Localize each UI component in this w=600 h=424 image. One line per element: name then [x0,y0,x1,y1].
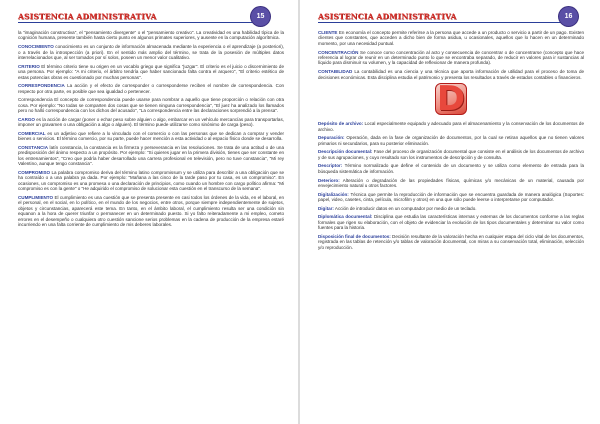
glossary-term: Digitalización: [318,191,349,197]
glossary-entry [318,178,584,189]
glossary-entry [18,64,284,80]
glossary-definition: conocimiento es un conjunto de información almacenada mediante la experiencia o el aprendizaje (a posteriori), o a través de la introspección (a priori). En el sentido más amplio del término, se trata de la posesión de múltiples datos interrelacionados que, al ser tomados por sí solos, poseen un menor valor cualitativo. [18,44,284,60]
left-page-header [18,0,284,30]
glossary-definition: es la acción de cargar (poner o echar peso sobre alguien o algo, embarcar en un vehículo mercancías para transportarlas, imponer un gravamen o una obligación a algo o alguien). El término puede utilizarse como sinónimo de carga (peso). [18,116,284,128]
glossary-definition: La acción y el efecto de corresponder o corresponderse reciben el nombre de correspondencia. Con respecto por otra parte, es posible que sea igualdad o pertenecer. [18,83,284,94]
glossary-definition: Término normalizado que define el contenido de un documento y se utiliza como elemento de entrada para la búsqueda sistemática de información. [318,163,584,174]
glossary-term: CORRESPONDENCIA [18,83,65,89]
glossary-term: Descripción documental: [318,149,373,155]
glossary-term: Depósito de archivo: [318,121,364,127]
page-number-badge: 16 [559,7,578,26]
glossary-entry [18,83,284,94]
glossary-body-bottom [318,121,584,250]
glossary-body-top [318,30,584,80]
glossary-entry [318,149,584,160]
section-letter-wrap [318,79,584,120]
glossary-definition: Alteración o degradación de las propiedades físicas, químicas y/o mecánicas de un material, causada por envejecimiento natural u otros factores. [318,177,584,189]
right-page [300,0,600,424]
section-letter-d: D [436,79,466,120]
glossary-definition: latín constancia, la constancia es la firmeza y perseverancia en las resoluciones. Se trata de una actitud o de una predisposición del ánimo respecto a un propósito. Por ejemplo: "Si quieres jugar en la primera división, tienes que ser constante en los entrenamientos", "Creo que podría haber desarrollado una carrera profesional en televisión, pero no tuve constancia", "Mi rey Valentino, aunque tengo constancia". [18,145,284,167]
glossary-entry [18,145,284,167]
header-rule [18,22,268,23]
running-title: ASISTENCIA ADMINISTRATIVA [18,12,157,21]
glossary-entry [18,195,284,228]
glossary-entry [318,163,584,174]
glossary-entry [18,117,284,128]
glossary-term: CONOCIMIENTO [18,44,54,50]
glossary-term: COMERCIAL [18,130,46,136]
glossary-entry [318,206,584,211]
glossary-entry [318,135,584,146]
glossary-definition: Se conoce como concentración al acto y consecuencia de concentrar o de concentrarse (concepto que hace referencia al lograr de reunir en un determinado punto lo que se encontraba separado, de reducir en valores para ir sustancias al líquido para disminuir su volumen, y la capacidad de reflexionar de manera profunda). [318,49,584,66]
glossary-term: Diplomática documental: [318,214,373,220]
glossary-term: CUMPLIMIENTO [18,195,54,201]
glossary-term: COMPROMISO [18,170,51,176]
glossary-entry [318,234,584,250]
glossary-term: CRITERIO [18,63,40,69]
glossary-entry [18,170,284,192]
glossary-entry [18,131,284,142]
glossary-definition: Local especialmente equipado y adecuado para el almacenamiento y la conservación de los documentos de archivo. [318,121,584,132]
glossary-term: CONSTANCIA [18,145,48,151]
glossary-term: Descriptor: [318,163,343,169]
glossary-body [18,30,284,228]
glossary-term: Disposición final de documentos: [318,233,391,239]
glossary-definition: Operación, dada en la fase de organización de documentos, por la cual se retiran aquellos que no tienen valores primarios ni secundarios, para su posterior eliminación. [318,135,584,146]
glossary-entry [318,121,584,132]
glossary-term: Digitar: [318,205,334,211]
glossary-entry [18,97,284,113]
glossary-definition: El cumplimiento es una cuestión que se presenta presente en casi todos los órdenes de la vida, en el laboral, en el personal, en el social, en lo político, en el mundo de los negocios, entre otros, porque siempre independientemente de sujetos, objetos y circunstancias, aparecerá este tema. En tanto, en el ámbito laboral, el cumplimiento resulta ser una condición sin equanon a la hora de querer triunfar o permanecer en un determinado puesto. Si yo falto reiteradamente a mi empleo, cometo errores en el desempeño o cualquiera otro cuestión sancione serios problemas en la cadena de producción de la empresa estaré incurriendo en una falta corriente de cumplimiento de mis deberes laborales. [18,195,284,228]
glossary-definition: Acción de introducir datos en un computador por medio de un teclado. [333,205,477,211]
glossary-definition: Disciplina que estudia las características internas y externas de los documentos conforme a las reglas formales que rigen su elaboración, con el objeto de evidenciar la evolución de los tipos documentales y determinar su valor como fuentes para la historia. [318,214,584,231]
page-number-badge: 15 [251,7,270,26]
glossary-definition: El término criterio tiene su origen en un vocablo griego que significa "juzgar". El criterio es el juicio o discernimiento de una persona. Por ejemplo: "A mi criterio, el árbitro tendría que haber sancionado falta contra el arquero", "El criterio estético de estas potencias obras es cuestionado por muchas personas". [18,63,284,80]
glossary-entry [318,30,584,46]
left-page [0,0,298,424]
glossary-definition: Correspondencia El concepto de correspondencia puede usarse para nombrar a aquello que tiene proporción o relación con otra cosa. Por ejemplo: "No todas se comparten dos cosas que se tienen ninguna correspondencia", "El juez ha analizado los llamados pero no halló correspondencia con los dichos del acusado", "La correspondencia entre las declaraciones sorprendió a la prensa". [18,97,284,114]
running-title: ASISTENCIA ADMINISTRATIVA [318,12,457,21]
glossary-entry [18,30,284,41]
glossary-definition: En economía el concepto permite referirse a la persona que accede a un producto o servicio a partir de un pago. Existen clientes que constantes, que acceden a dicho bien de forma asidua, u ocasionales, aquellos que lo hacen en un determinado momento, por una necesidad puntual. [318,30,584,46]
glossary-term: CONCENTRACIÓN [318,49,359,55]
glossary-definition: La palabra compromiso deriva del término latino compromissum y se utiliza para describir a una obligación que se ha contraído o a una palabra ya dada. Por ejemplo: "Mañana a las cinco de la tarde paso por tu casa, es un compromiso". En ocasiones, un compromiso es una promesa o una declaración de principios, como cuando un hombre con cargo político afirma: "Mi compromiso es con la gente" o "He adquirido el compromiso de solucionar esta cuestión en el transcurso de la semana". [18,170,284,192]
glossary-entry [318,50,584,66]
glossary-definition: Decisión resultante de la valoración hecha en cualquier etapa del ciclo vital de los documentos, registrada en las tablas de retención y/o tablas de valoración documental, con miras a su conservación total, eliminación, selección y/o reproducción. [318,233,584,250]
glossary-definition: la "imaginación constructiva", el "pensamiento divergente" o el "pensamiento creativo". La creatividad es una habilidad típica de la cognición humana, presente también hasta cierto punto en algunos primates superiores, y ausente en la computación algorítmica. [18,30,284,41]
glossary-term: Depuración: [318,135,345,141]
glossary-term: Deterioro: [318,177,340,183]
glossary-definition: Técnica que permite la reproducción de información que se encuentra guardada de manera analógica (Soportes: papel, video, casetes, cinta, película, microfilm y otros) en una que sólo puede leerse o interpretarse por computador. [318,191,584,203]
glossary-entry [318,214,584,230]
glossary-entry [318,192,584,203]
glossary-term: CARGO [18,116,35,122]
glossary-term: CONTABILIDAD [318,69,353,75]
right-page-header [318,0,584,30]
glossary-term: CLIENTE [318,30,338,35]
header-rule [318,22,568,23]
glossary-definition: Fase del proceso de organización documental que consiste en el análisis de los documentos de archivo y de sus agrupaciones, y cuyo resultado son los instrumentos de descripción y de consulta. [318,149,584,160]
glossary-definition: La contabilidad es una ciencia y una técnica que aporta información de utilidad para el proceso de toma de decisiones económicas. Esta disciplina estudia el patrimonio y presenta los resultados a través de estados contables o financieros. [318,69,584,80]
glossary-definition: es un adjetivo que refiere a lo vinculado con el comercio o con las personas que se dedican a comprar y vender bienes o servicios. El término comercio, por su parte, puede hacer mención a esta actividad o al espacio físico donde se desarrolla. [18,130,284,142]
glossary-entry [18,44,284,60]
